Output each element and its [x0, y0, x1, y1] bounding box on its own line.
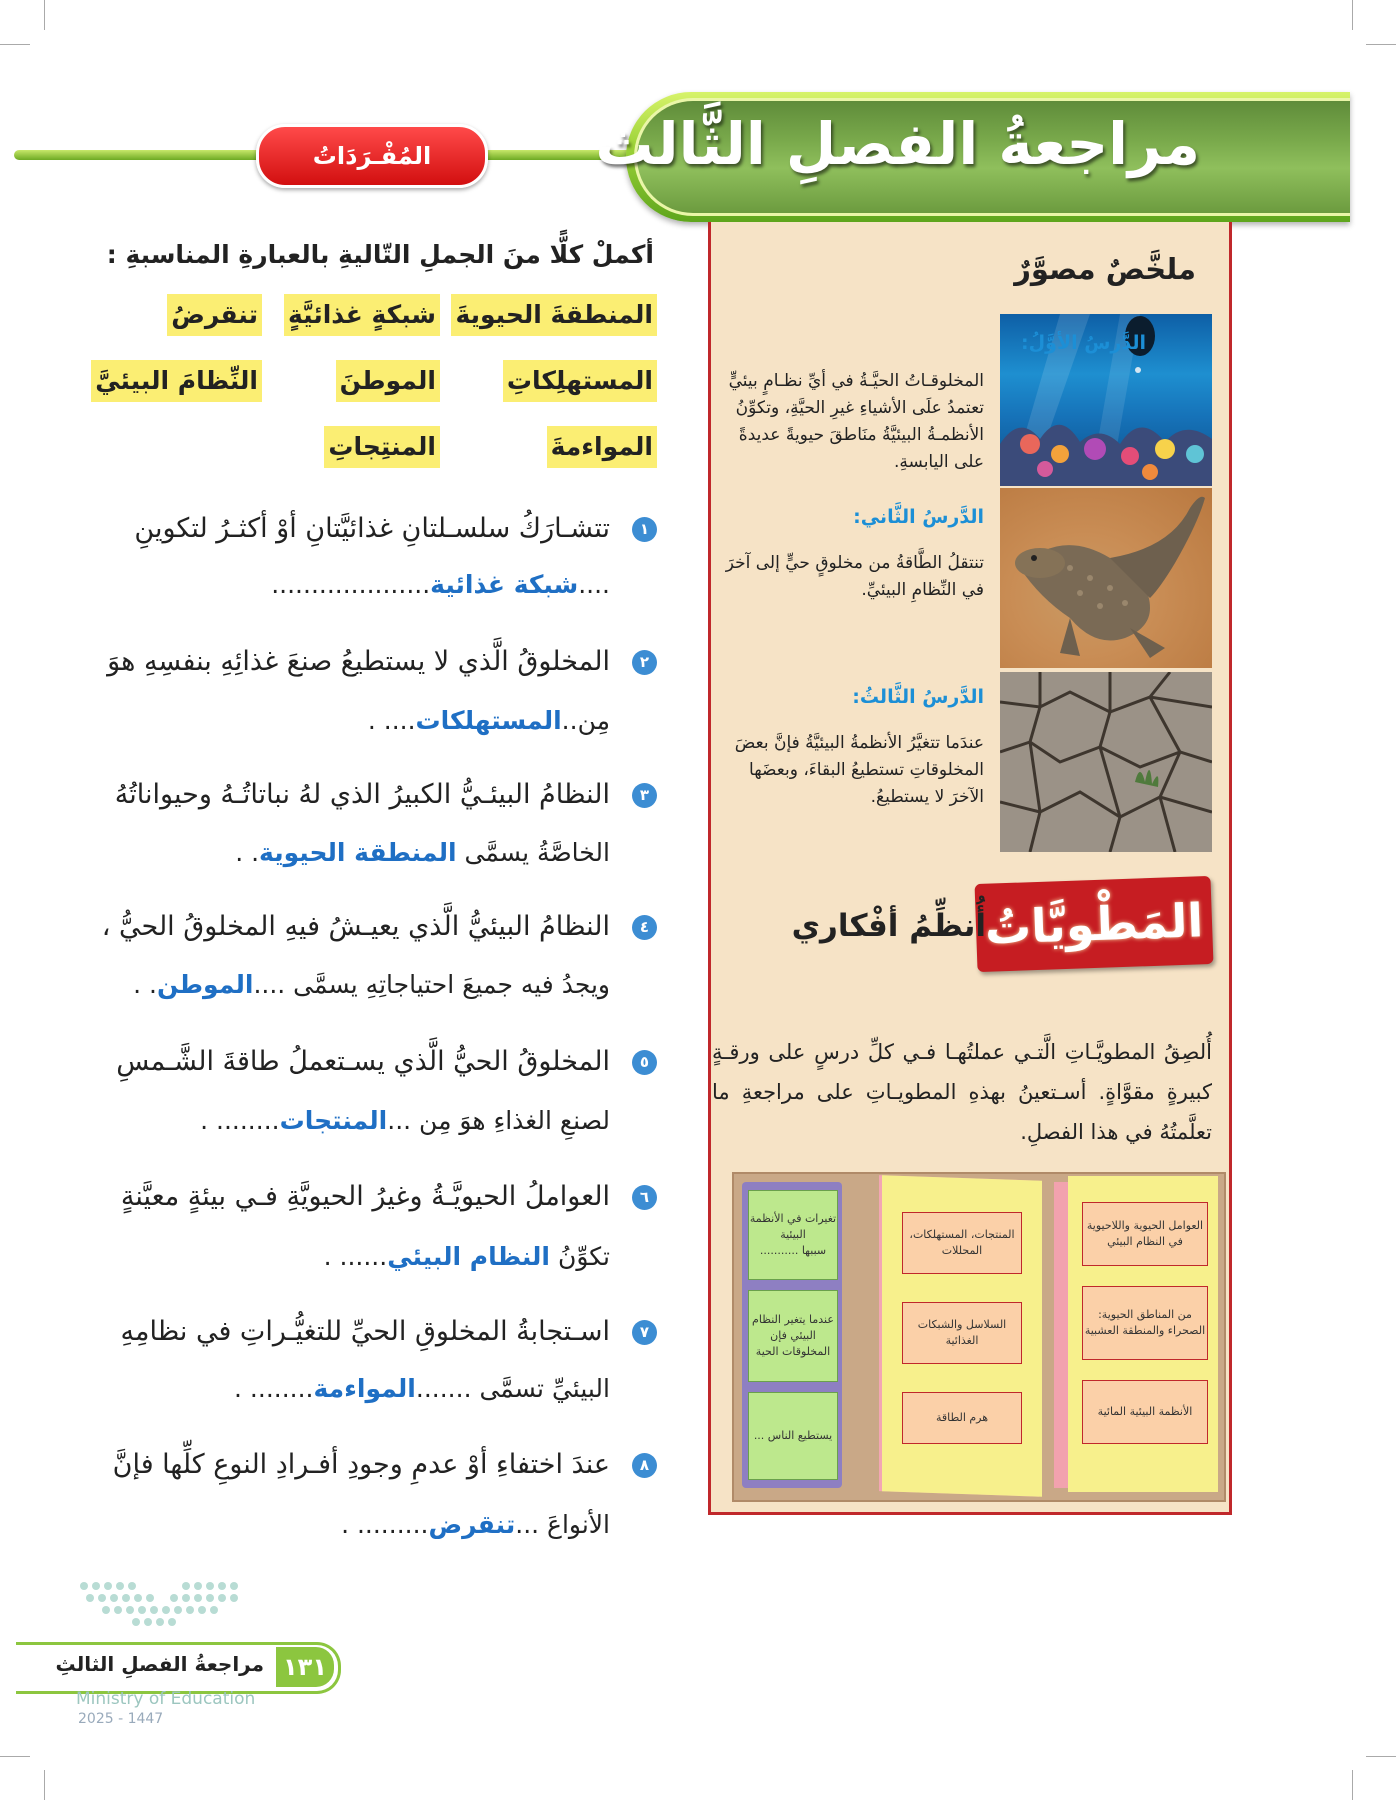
- footer-title: مراجعةُ الفصلِ الثالثِ: [55, 1652, 264, 1676]
- word-bank-item: المنطقةَ الحيويةَ: [451, 294, 657, 336]
- word-bank-item: النِّظامَ البيئيَّ: [91, 360, 262, 402]
- answer-dots: لصنعِ الغذاءِ هوَ مِن ...: [387, 1106, 610, 1135]
- exercise-instruction: أكملْ كلًّا منَ الجملِ التّاليةِ بالعبارةِ المناسبةِ :: [106, 240, 654, 269]
- answer-text: المستهلكات: [415, 706, 562, 735]
- foldable-tab: يستطيع الناس ...: [748, 1392, 838, 1480]
- foldable-tab: المنتجات، المستهلكات، المحللات: [902, 1212, 1022, 1274]
- answer-line: [234, 1372, 610, 1406]
- lesson-heading: الدَّرسُ الأوَّلُ:: [1021, 332, 1146, 354]
- question-text: المخلوقُ الَّذي لا يستطيعُ صنعَ غذائِهِ بنفسِهِ هوَ: [107, 646, 610, 677]
- answer-dots: الخاصَّةُ يسمَّى: [464, 838, 610, 867]
- answer-line: [133, 968, 610, 1002]
- foldable-photo: [732, 1172, 1226, 1502]
- foldables-instructions: أُلصِقُ المطويَّـاتِ الَّتـي عملتُهـا فـي كلِّ درسٍ على ورقـةٍ كبيرةٍ مقوَّاةٍ. أسـتعينُ بهذهِ المطويـاتِ على مراجعةِ ما تعلَّمتُهُ في هذا الفصلِ.: [712, 1040, 1212, 1144]
- answer-dots: الأنواعَ ...: [515, 1510, 610, 1539]
- foldable-tab: الأنظمة البيئية المائية: [1082, 1380, 1208, 1444]
- foldables-logo-text: المَطْويَّاتُ: [983, 893, 1205, 955]
- question-text: عندَ اختفاءِ أوْ عدمِ وجودِ أفـرادِ النوعِ كلِّها فإنَّ: [112, 1449, 610, 1480]
- foldables-logo: [975, 876, 1214, 972]
- crop-mark: [1352, 0, 1353, 30]
- crop-mark: [44, 0, 45, 30]
- summary-title: ملخَّصٌ مصوَّرٌ: [1014, 252, 1196, 286]
- lesson-summary: المخلوقـاتُ الحيَّـةُ في أيِّ نظـامٍ بيئيٍّ تعتمدُ علَى الأشياءِ غيرِ الحيَّةِ، وتكوِّنُ الأنظمـةُ البيئيَّةُ منَاطقَ حيويةً عديدةً على اليابسةِ.: [728, 371, 984, 472]
- crop-mark: [44, 1770, 45, 1800]
- answer-dots: ......... .: [341, 1510, 429, 1539]
- page-number: ١٣١: [276, 1647, 334, 1687]
- foldable-tab: السلاسل والشبكات الغذائية: [902, 1302, 1022, 1364]
- lesson-heading: الدَّرسُ الثَّاني:: [853, 506, 984, 528]
- answer-dots: البيئيِّ تسمَّى .......: [415, 1374, 610, 1403]
- crop-mark: [1366, 1756, 1396, 1757]
- edition-year: 2025 - 1447: [78, 1711, 164, 1727]
- lesson-summary: تنتقلُ الطَّاقةُ من مخلوقٍ حيٍّ إلى آخرَ في النِّظامِ البيئيِّ.: [725, 553, 984, 600]
- answer-text: شبكة غذائية: [430, 570, 579, 599]
- answer-text: الموطن: [157, 970, 254, 999]
- word-bank-item: الموطنَ: [336, 360, 440, 402]
- foldable-tab-label: تغيرات في الأنظمة البيئية سببها ...........: [749, 1212, 837, 1257]
- answer-dots: ...... .: [323, 1242, 388, 1271]
- question-number: ٤: [632, 915, 657, 940]
- answer-dots: .... .: [367, 706, 416, 735]
- foldables-subtitle: أُنظِّمُ أفْكاري: [791, 908, 986, 944]
- question-number: ٦: [632, 1185, 657, 1210]
- chapter-review-banner: [595, 92, 1350, 222]
- lizard-image: [1000, 488, 1212, 668]
- question-text: النظامُ البيئيُّ الَّذي يعيـشُ فيهِ المخلوقُ الحيُّ ،: [101, 911, 610, 942]
- answer-line: [341, 1508, 610, 1542]
- question-number: ٣: [632, 783, 657, 808]
- question-number: ٢: [632, 650, 657, 675]
- foldable-tab: من المناطق الحيوية: الصحراء والمنطقة العشبية: [1082, 1286, 1208, 1360]
- answer-dots: ........ .: [234, 1374, 314, 1403]
- question-number: ٧: [632, 1320, 657, 1345]
- question-number: ١: [632, 517, 657, 542]
- question-text: اسـتجابةُ المخلوقِ الحيِّ للتغيُّـراتِ في نظامِهِ: [120, 1316, 610, 1347]
- page-title: مراجعةُ الفصلِ الثَّالث: [595, 110, 1200, 178]
- question-text: المخلوقُ الحيُّ الَّذي يسـتعملُ طاقةَ الشَّـمسِ: [116, 1046, 610, 1077]
- answer-dots: ........ .: [200, 1106, 280, 1135]
- foldable-tab: هرم الطاقة: [902, 1392, 1022, 1444]
- answer-line: [235, 836, 610, 870]
- lesson-heading: الدَّرسُ الثَّالثُ:: [852, 686, 984, 708]
- crop-mark: [0, 44, 30, 45]
- question-number: ٥: [632, 1050, 657, 1075]
- ministry-logo: [76, 1578, 246, 1630]
- answer-dots: . .: [133, 970, 157, 999]
- question-text: تتشـارَكُ سلسـلتانِ غذائيَّتانِ أوْ أكثـرُ لتكوينِ: [134, 513, 610, 544]
- crop-mark: [1366, 44, 1396, 45]
- answer-dots: . .: [235, 838, 260, 867]
- answer-dots: تكوِّنُ: [557, 1242, 610, 1271]
- foldable-tab: [748, 1190, 838, 1280]
- cracked-soil-image: [1000, 672, 1212, 852]
- answer-dots: ....: [578, 570, 610, 599]
- crop-mark: [0, 1756, 30, 1757]
- foldable-tab: العوامل الحيوية واللاحيوية في النظام البيئي: [1082, 1202, 1208, 1266]
- question-text: العواملُ الحيويَّـةُ وغيرُ الحيويَّةِ فـي بيئةٍ معيَّنةٍ: [120, 1181, 610, 1212]
- crop-mark: [1352, 1770, 1353, 1800]
- answer-dots: ....................: [271, 570, 431, 599]
- question-text: النظامُ البيئـيُّ الكبيرُ الذي لهُ نباتاتُـهُ وحيواناتُهُ: [114, 779, 610, 810]
- word-bank-item: المواءمةَ: [547, 426, 657, 468]
- answer-text: المواءمة: [313, 1374, 416, 1403]
- word-bank-item: المنتِجاتِ: [324, 426, 440, 468]
- answer-text: النظام البيئي: [387, 1242, 550, 1271]
- vocabulary-badge: المُفْـرَدَاتُ: [256, 124, 488, 188]
- answer-line: [271, 568, 610, 602]
- foldable-tab: عندما يتغير النظام البيئي فإن المخلوقات الحية: [748, 1290, 838, 1382]
- answer-line: [200, 1104, 610, 1138]
- answer-dots: ويجدُ فيه جميعَ احتياجاتِهِ يسمَّى ....: [253, 970, 610, 999]
- word-bank-item: المستهلِكاتِ: [503, 360, 657, 402]
- answer-text: المنتجات: [279, 1106, 388, 1135]
- word-bank-item: شبكةٍ غذائيَّةٍ: [284, 294, 440, 336]
- answer-line: [324, 1240, 610, 1274]
- question-number: ٨: [632, 1453, 657, 1478]
- ministry-name: Ministry of Education: [76, 1689, 256, 1709]
- word-bank-item: تنقرضُ: [167, 294, 262, 336]
- answer-text: المنطقة الحيوية: [259, 838, 457, 867]
- answer-text: تنقرض: [428, 1510, 516, 1539]
- answer-line: [368, 704, 610, 738]
- answer-dots: مِن..: [561, 706, 610, 735]
- lesson-summary: عندَما تتغيَّرُ الأنظمةُ البيئيَّةُ فإنَّ بعضَ المخلوقاتِ تستطيعُ البقاءَ، وبعضَها الآخرَ لا يستطيعُ.: [734, 733, 984, 807]
